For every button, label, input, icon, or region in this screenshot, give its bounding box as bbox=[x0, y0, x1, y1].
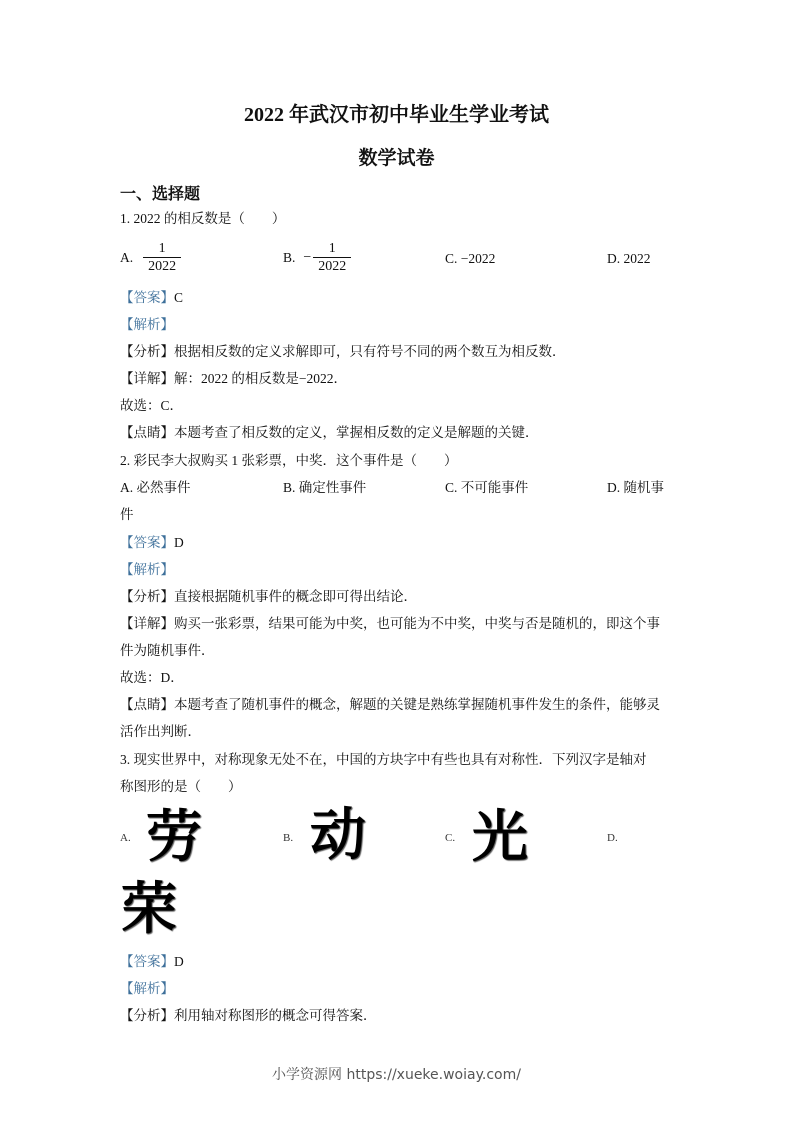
fenxi-text: 根据相反数的定义求解即可，只有符号不同的两个数互为相反数． bbox=[174, 344, 566, 359]
q2-option-d-wrap: 件 bbox=[120, 507, 134, 522]
q2-answer bbox=[120, 535, 184, 551]
q2-option-c: C. 不可能事件 bbox=[445, 480, 529, 495]
dianjing-text: 本题考查了随机事件的概念，解题的关键是熟练掌握随机事件发生的条件，能够灵 bbox=[174, 697, 660, 712]
q2-dianjing-wrap: 活作出判断． bbox=[120, 724, 201, 739]
q2-option-d: D. 随机事 bbox=[607, 480, 664, 495]
q3-option-c-label: C. bbox=[445, 832, 456, 844]
document-title: 2022 年武汉市初中毕业生学业考试 bbox=[244, 104, 549, 126]
answer-value: D bbox=[174, 954, 184, 969]
q2-fenxi bbox=[120, 589, 417, 605]
answer-value: C bbox=[174, 290, 184, 305]
q2-option-a: A. 必然事件 bbox=[120, 480, 191, 495]
fenxi-tag: 【分析】 bbox=[120, 344, 174, 359]
q3-option-a-label: A. bbox=[120, 832, 131, 844]
question-2-stem: 2. 彩民李大叔购买 1 张彩票，中奖．这个事件是（ ） bbox=[120, 453, 458, 468]
fenxi-tag: 【分析】 bbox=[120, 589, 174, 604]
section-heading: 一、选择题 bbox=[120, 186, 201, 203]
dianjing-tag: 【点睛】 bbox=[120, 697, 174, 712]
option-label: A. bbox=[120, 250, 134, 265]
xiangjie-tag: 【详解】 bbox=[120, 371, 174, 386]
dianjing-tag: 【点睛】 bbox=[120, 425, 174, 440]
q3-option-b-label: B. bbox=[283, 832, 294, 844]
numerator: 1 bbox=[158, 241, 166, 256]
q1-option-c: C. −2022 bbox=[445, 251, 496, 266]
answer-tag: 【答案】 bbox=[120, 290, 174, 305]
question-1-stem: 1. 2022 的相反数是（ ） bbox=[120, 211, 286, 226]
answer-tag: 【答案】 bbox=[120, 954, 174, 969]
q3-option-b-character: 动 bbox=[310, 803, 366, 868]
denominator: 2022 bbox=[148, 259, 177, 274]
q2-dianjing bbox=[120, 697, 660, 713]
fraction bbox=[313, 240, 351, 276]
fenxi-text: 直接根据随机事件的概念即可得出结论． bbox=[174, 589, 417, 604]
q2-guxuan: 故选：D． bbox=[120, 670, 184, 685]
answer-value: D bbox=[174, 535, 184, 550]
q1-option-b bbox=[283, 240, 351, 276]
q2-xiangjie bbox=[120, 616, 660, 632]
numerator: 1 bbox=[328, 241, 336, 256]
q1-option-d: D. 2022 bbox=[607, 251, 651, 266]
q1-fenxi bbox=[120, 344, 566, 360]
q1-answer bbox=[120, 290, 183, 306]
question-3-stem: 3. 现实世界中，对称现象无处不在，中国的方块字中有些也具有对称性．下列汉字是轴对 bbox=[120, 752, 647, 767]
q3-fenxi bbox=[120, 1008, 377, 1024]
q1-xiangjie bbox=[120, 371, 347, 387]
q3-option-c-character: 光 bbox=[472, 805, 528, 870]
xiangjie-text: 解：2022 的相反数是−2022． bbox=[174, 371, 347, 386]
fenxi-tag: 【分析】 bbox=[120, 1008, 174, 1023]
q3-option-a-character: 劳 bbox=[146, 805, 202, 870]
q1-guxuan: 故选：C． bbox=[120, 398, 184, 413]
q1-analysis-tag: 【解析】 bbox=[120, 317, 174, 332]
question-3-stem-wrap: 称图形的是（ ） bbox=[120, 779, 242, 794]
q2-option-b: B. 确定性事件 bbox=[283, 480, 367, 495]
xiangjie-text: 购买一张彩票，结果可能为中奖，也可能为不中奖，中奖与否是随机的，即这个事 bbox=[174, 616, 660, 631]
q1-dianjing bbox=[120, 425, 539, 441]
dianjing-text: 本题考查了相反数的定义，掌握相反数的定义是解题的关键． bbox=[174, 425, 539, 440]
minus-sign: − bbox=[303, 250, 312, 265]
q3-option-d-character: 荣 bbox=[121, 877, 177, 942]
document-subtitle: 数学试卷 bbox=[358, 148, 435, 169]
q2-analysis-tag: 【解析】 bbox=[120, 562, 174, 577]
xiangjie-tag: 【详解】 bbox=[120, 616, 174, 631]
q1-option-a bbox=[120, 240, 181, 276]
fraction bbox=[143, 240, 181, 276]
q3-option-d-label: D. bbox=[607, 832, 618, 844]
footer-watermark: 小学资源网 https://xueke.woiay.com/ bbox=[272, 1067, 521, 1083]
q3-analysis-tag: 【解析】 bbox=[120, 981, 174, 996]
answer-tag: 【答案】 bbox=[120, 535, 174, 550]
fenxi-text: 利用轴对称图形的概念可得答案． bbox=[174, 1008, 377, 1023]
q3-answer bbox=[120, 954, 184, 970]
option-label: B. bbox=[283, 250, 296, 265]
q2-xiangjie-wrap: 件为随机事件． bbox=[120, 643, 215, 658]
denominator: 2022 bbox=[318, 259, 347, 274]
